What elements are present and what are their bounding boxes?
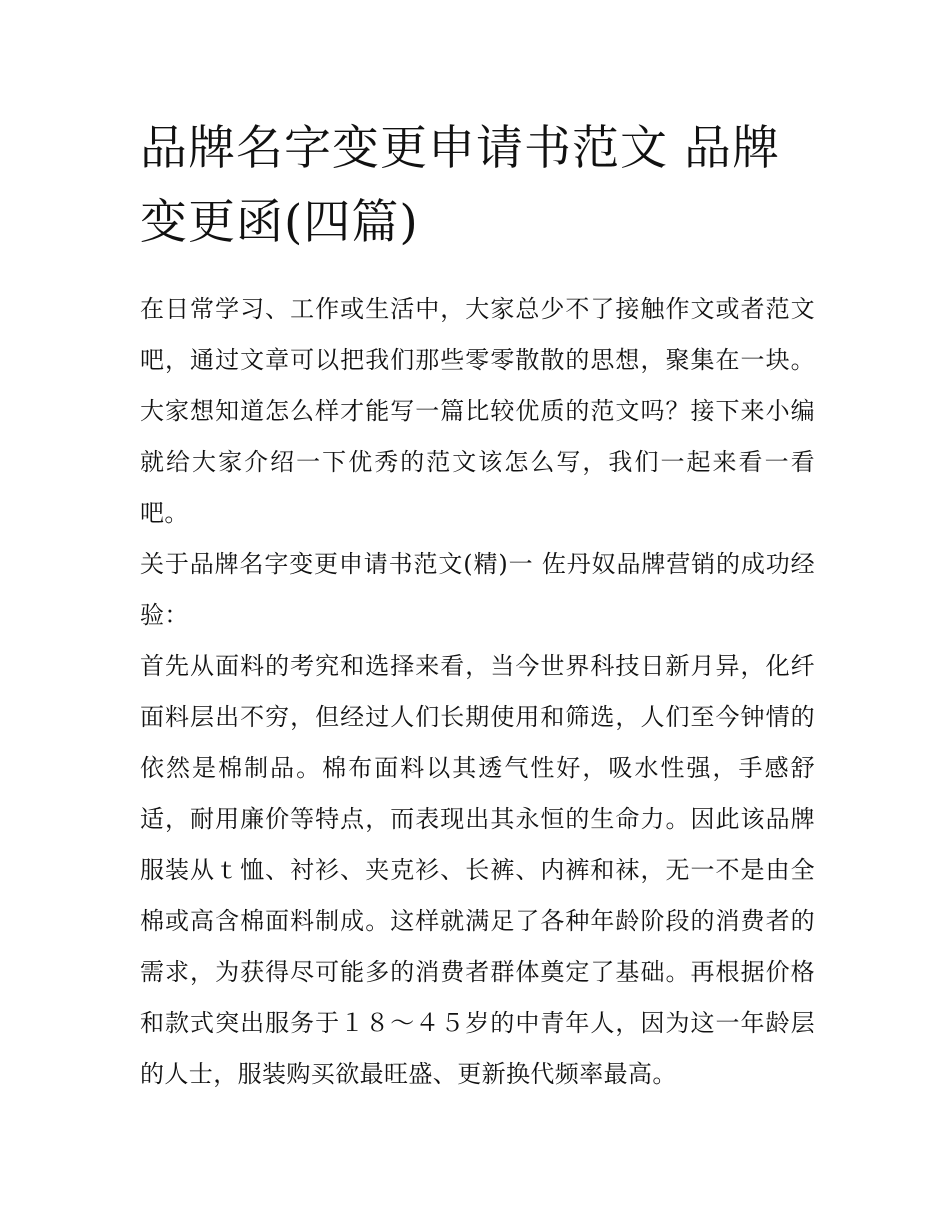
document-title: 品牌名字变更申请书范文 品牌变更函(四篇) [140,121,780,250]
body-paragraph: 首先从面料的考究和选择来看，当今世界科技日新月异，化纤面料层出不穷，但经过人们长期使用和筛选，人们至今钟情的依然是棉制品。棉布面料以其透气性好，吸水性强，手感舒适，耐用廉价等特点，而表现出其永恒的生命力。因此该品牌服装从ｔ恤、衬衫、夹克衫、长裤、内裤和袜，无一不是由全棉或高含棉面料制成。这样就满足了各种年龄阶段的消费者的需求，为获得尽可能多的消费者群体奠定了基础。再根据价格和款式突出服务于１８～４５岁的中青年人，因为这一年龄层的人士，服装购买欲最旺盛、更新换代频率最高。 [140,652,815,1088]
document-page [140,112,815,1100]
intro-paragraph: 在日常学习、工作或生活中，大家总少不了接触作文或者范文吧，通过文章可以把我们那些零零散散的思想，聚集在一块。大家想知道怎么样才能写一篇比较优质的范文吗？接下来小编就给大家介绍一下优秀的范文该怎么写，我们一起来看一看吧。 [140,295,815,527]
section-heading-paragraph: 关于品牌名字变更申请书范文(精)一 佐丹奴品牌营销的成功经验： [140,550,815,629]
